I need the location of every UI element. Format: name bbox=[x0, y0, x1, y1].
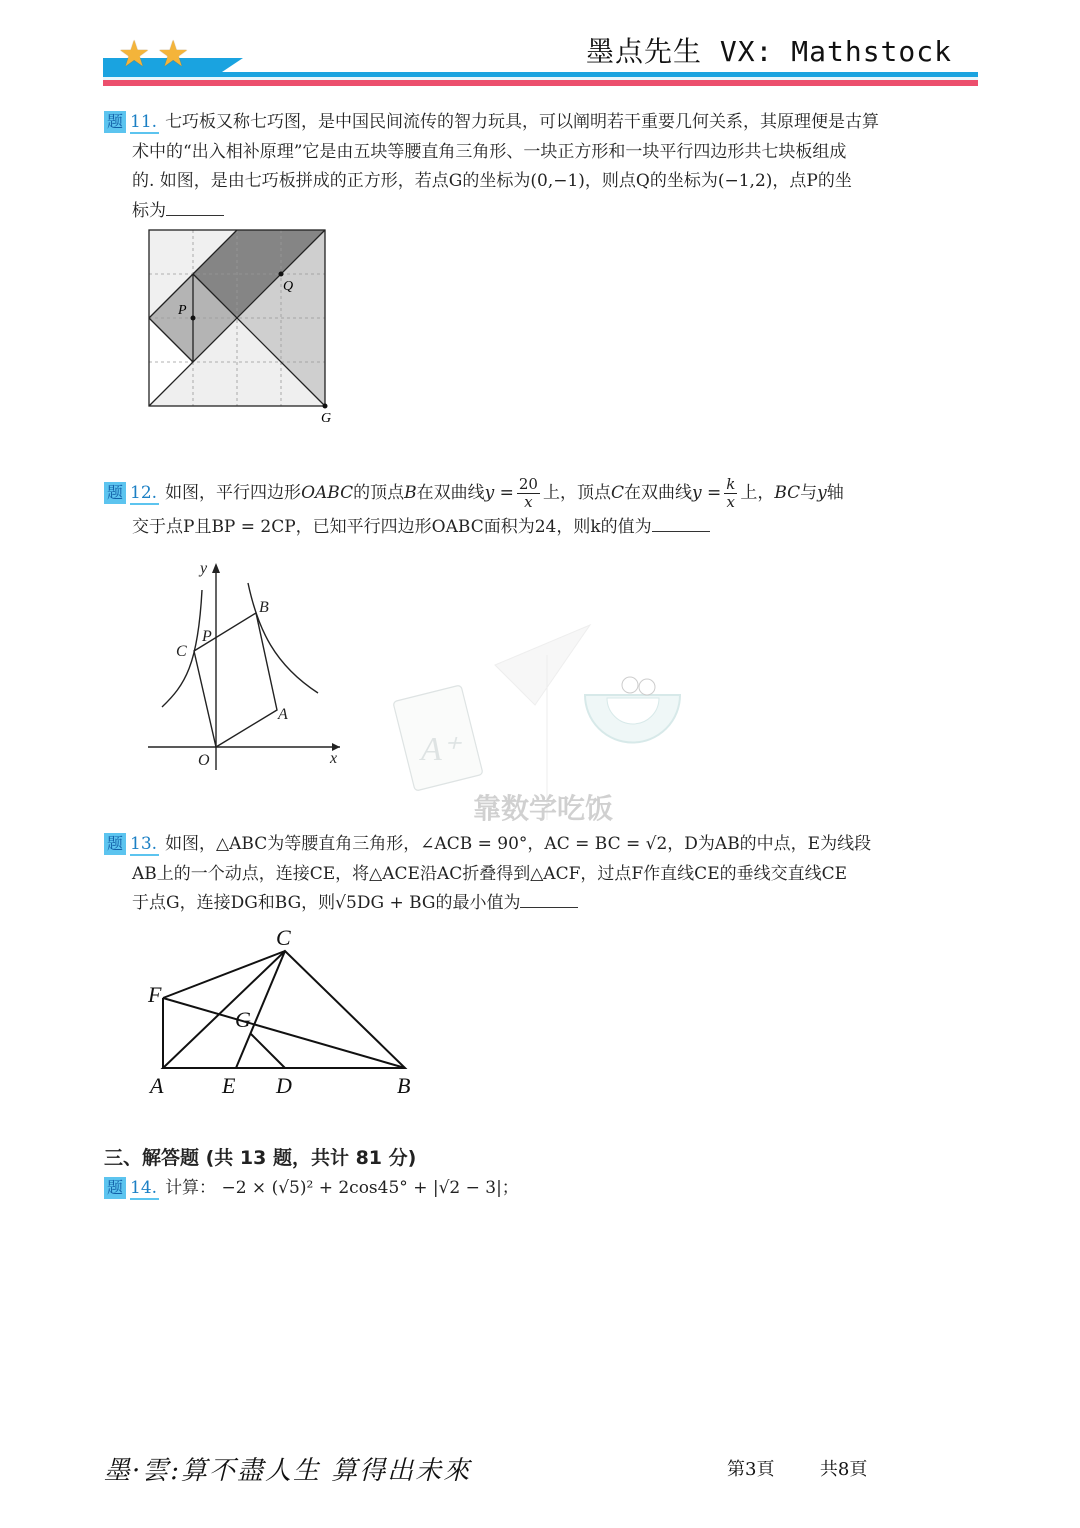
question-number: 12. bbox=[130, 483, 158, 503]
question-text: 在双曲线 bbox=[416, 483, 485, 503]
svg-text:C: C bbox=[276, 925, 291, 950]
tangram-figure bbox=[140, 222, 340, 427]
question-text: 于点G，连接DG和BG，则√5DG + BG的最小值为 bbox=[132, 893, 521, 913]
svg-text:B: B bbox=[259, 599, 269, 616]
current-page: 第3頁 bbox=[727, 1459, 775, 1480]
svg-text:y: y bbox=[200, 560, 208, 577]
question-number: 13. bbox=[130, 834, 158, 854]
hyperbola-parallelogram-figure bbox=[140, 555, 360, 775]
question-tag: 题 bbox=[104, 1177, 126, 1199]
section-heading: 三、解答题 (共 13 题，共计 81 分) bbox=[104, 1147, 417, 1169]
question-text: 上，顶点 bbox=[542, 483, 611, 503]
question-11 bbox=[104, 108, 974, 226]
svg-text:G: G bbox=[235, 1007, 251, 1032]
svg-text:x: x bbox=[330, 750, 338, 767]
question-text: 七巧板又称七巧图，是中国民间流传的智力玩具，可以阐明若干重要几何关系，其原理便是古算 bbox=[165, 112, 880, 132]
math-term: B bbox=[404, 483, 417, 503]
svg-text:C: C bbox=[176, 643, 187, 660]
question-13 bbox=[104, 830, 974, 919]
question-text: 的顶点 bbox=[353, 483, 405, 503]
question-number: 11. bbox=[130, 112, 158, 132]
question-text: 交于点P且BP = 2CP，已知平行四边形OABC面积为24，则k的值为 bbox=[132, 517, 652, 537]
math-term: y bbox=[817, 483, 827, 503]
answer-blank[interactable] bbox=[652, 515, 710, 532]
fraction-numerator: 20 bbox=[518, 475, 538, 493]
question-text: 标为 bbox=[132, 200, 166, 221]
svg-text:E: E bbox=[222, 1073, 236, 1098]
svg-text:F: F bbox=[148, 982, 162, 1007]
watermark-text: 靠数学吃饭 bbox=[473, 792, 614, 825]
watermark-illustration bbox=[385, 620, 705, 840]
fraction bbox=[724, 476, 737, 511]
question-text: 与 bbox=[800, 483, 818, 503]
question-14 bbox=[104, 1174, 974, 1204]
question-text: 上， bbox=[740, 483, 775, 503]
math-term: C bbox=[610, 483, 624, 503]
question-number: 14. bbox=[130, 1178, 158, 1198]
svg-text:D: D bbox=[276, 1073, 292, 1098]
question-text: 如图，△ABC为等腰直角三角形，∠ACB = 90°，AC = BC = √2，D为AB的中点，E为线段 bbox=[165, 834, 872, 854]
question-tag: 题 bbox=[104, 111, 126, 133]
fraction bbox=[517, 476, 540, 511]
star-mascot-icon: ★ bbox=[118, 34, 151, 75]
svg-text:A⁺: A⁺ bbox=[421, 731, 460, 768]
page-indicator bbox=[727, 1455, 867, 1481]
question-12 bbox=[104, 476, 974, 543]
svg-text:G: G bbox=[321, 411, 332, 426]
fraction-denominator: x bbox=[726, 493, 736, 511]
total-pages: 共8頁 bbox=[819, 1459, 868, 1480]
svg-text:A: A bbox=[278, 706, 288, 723]
footer-motto: 墨·雲:算不盡人生 算得出未來 bbox=[104, 1456, 472, 1486]
question-tag: 题 bbox=[104, 833, 126, 855]
svg-text:B: B bbox=[397, 1073, 411, 1098]
svg-text:O: O bbox=[198, 752, 210, 769]
math-term: OABC bbox=[301, 483, 354, 503]
question-text: 轴 bbox=[826, 483, 844, 503]
svg-text:P: P bbox=[202, 628, 212, 645]
question-text: 如图，平行四边形 bbox=[165, 483, 302, 503]
question-text: 术中的“出入相补原理”它是由五块等腰直角三角形、一块正方形和一块平行四边形共七块板组成 bbox=[132, 141, 847, 162]
math-term: y = bbox=[484, 483, 514, 503]
svg-text:Q: Q bbox=[283, 279, 294, 294]
question-text: AB上的一个动点，连接CE，将△ACE沿AC折叠得到△ACF，过点F作直线CE的垂线交直线CE bbox=[132, 863, 848, 884]
answer-blank[interactable] bbox=[166, 199, 224, 216]
brand-title: 墨点先生 VX: Mathstock bbox=[585, 35, 952, 68]
question-text: 在双曲线 bbox=[623, 483, 692, 503]
question-text: 的. 如图，是由七巧板拼成的正方形，若点G的坐标为(0,−1)，则点Q的坐标为(−1,2)，点P的坐 bbox=[132, 171, 852, 191]
fraction-denominator: x bbox=[524, 493, 533, 511]
answer-blank[interactable] bbox=[520, 891, 578, 908]
header-band-slope bbox=[222, 58, 243, 72]
math-term: BC bbox=[774, 483, 801, 503]
star-mascot-icon: ★ bbox=[157, 34, 190, 75]
header-divider-red bbox=[103, 80, 978, 86]
fraction-numerator: k bbox=[726, 475, 736, 493]
svg-text:P: P bbox=[178, 303, 187, 318]
svg-text:A: A bbox=[150, 1073, 164, 1098]
question-text: 计算： −2 × (√5)² + 2cos45° + |√2 − 3|； bbox=[165, 1178, 519, 1198]
triangle-fold-figure bbox=[140, 920, 430, 1100]
question-tag: 题 bbox=[104, 482, 126, 504]
math-term: y = bbox=[691, 483, 722, 503]
